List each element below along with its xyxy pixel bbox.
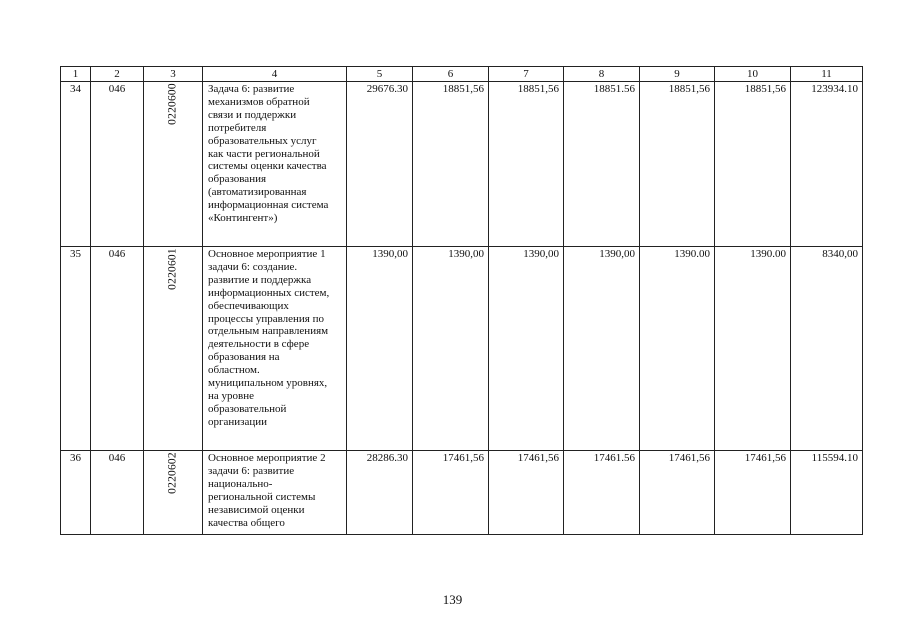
column-header: 5 <box>347 67 413 82</box>
description-line: организации <box>208 415 268 428</box>
column-header: 8 <box>564 67 640 82</box>
value-cell: 17461,56 <box>413 451 489 535</box>
description-line: информационных систем, <box>208 286 330 299</box>
value-cell: 28286.30 <box>347 451 413 535</box>
description-cell <box>203 247 347 451</box>
description-line: механизмов обратной <box>208 95 310 108</box>
table-header-row <box>61 67 863 82</box>
budget-table <box>60 66 863 535</box>
row-number: 35 <box>61 247 91 451</box>
table-row <box>61 247 863 451</box>
description-line: Основное мероприятие 1 <box>208 248 326 260</box>
value-cell: 17461,56 <box>640 451 715 535</box>
description-line: Основное мероприятие 2 <box>208 452 326 464</box>
description-line: образовательной <box>208 402 287 415</box>
description-line: на уровне <box>208 389 254 402</box>
classification-code-cell <box>144 247 203 451</box>
row-number: 36 <box>61 451 91 535</box>
description-line: задачи 6: развитие <box>208 464 295 477</box>
description-line: связи и поддержки <box>208 108 297 121</box>
value-cell: 115594.10 <box>791 451 863 535</box>
value-cell: 17461.56 <box>564 451 640 535</box>
value-cell: 18851,56 <box>489 82 564 247</box>
classification-code-cell <box>144 451 203 535</box>
value-cell: 29676.30 <box>347 82 413 247</box>
column-header: 2 <box>91 67 144 82</box>
column-header: 9 <box>640 67 715 82</box>
description-line: обеспечивающих <box>208 299 289 312</box>
description-line: национально- <box>208 477 273 490</box>
value-cell: 18851,56 <box>640 82 715 247</box>
admin-code: 046 <box>91 82 144 247</box>
value-cell: 1390,00 <box>489 247 564 451</box>
description-line: (автоматизированная <box>208 186 307 199</box>
description-line: Задача 6: развитие <box>208 83 295 95</box>
column-header: 7 <box>489 67 564 82</box>
table-row <box>61 82 863 247</box>
column-header: 1 <box>61 67 91 82</box>
description-line: образования на <box>208 351 280 364</box>
admin-code: 046 <box>91 247 144 451</box>
description-line: образования <box>208 173 267 186</box>
classification-code: 0220600 <box>166 83 179 125</box>
description-line: качества общего <box>208 516 285 529</box>
table-row <box>61 451 863 535</box>
value-cell: 1390,00 <box>347 247 413 451</box>
value-cell: 1390,00 <box>413 247 489 451</box>
description-line: образовательных услуг <box>208 134 317 147</box>
description-line: развитие и поддержка <box>208 273 312 286</box>
description-line: как части региональной <box>208 147 320 160</box>
description-line: региональной системы <box>208 490 316 503</box>
column-header: 6 <box>413 67 489 82</box>
description-line: «Контингент») <box>208 212 278 225</box>
column-header: 3 <box>144 67 203 82</box>
description-line: процессы управления по <box>208 312 324 325</box>
description-line: задачи 6: создание. <box>208 260 298 273</box>
description-line: информационная система <box>208 199 329 212</box>
description-line: независимой оценки <box>208 503 305 516</box>
value-cell: 17461,56 <box>715 451 791 535</box>
description-line: системы оценки качества <box>208 160 327 173</box>
value-cell: 1390.00 <box>715 247 791 451</box>
value-cell: 123934.10 <box>791 82 863 247</box>
description-line: деятельности в сфере <box>208 338 310 351</box>
description-line: отдельным направлениям <box>208 325 329 338</box>
classification-code: 0220602 <box>166 452 179 494</box>
value-cell: 17461,56 <box>489 451 564 535</box>
row-number: 34 <box>61 82 91 247</box>
admin-code: 046 <box>91 451 144 535</box>
classification-code-cell <box>144 82 203 247</box>
column-header: 11 <box>791 67 863 82</box>
value-cell: 1390,00 <box>564 247 640 451</box>
value-cell: 18851,56 <box>715 82 791 247</box>
column-header: 4 <box>203 67 347 82</box>
page-number: 139 <box>442 592 463 607</box>
description-cell <box>203 82 347 247</box>
description-line: муниципальном уровнях, <box>208 377 328 390</box>
value-cell: 1390.00 <box>640 247 715 451</box>
description-line: областном. <box>208 364 260 377</box>
classification-code: 0220601 <box>166 248 179 290</box>
column-header: 10 <box>715 67 791 82</box>
description-cell <box>203 451 347 535</box>
description-line: потребителя <box>208 121 267 134</box>
value-cell: 18851,56 <box>413 82 489 247</box>
value-cell: 18851.56 <box>564 82 640 247</box>
value-cell: 8340,00 <box>791 247 863 451</box>
